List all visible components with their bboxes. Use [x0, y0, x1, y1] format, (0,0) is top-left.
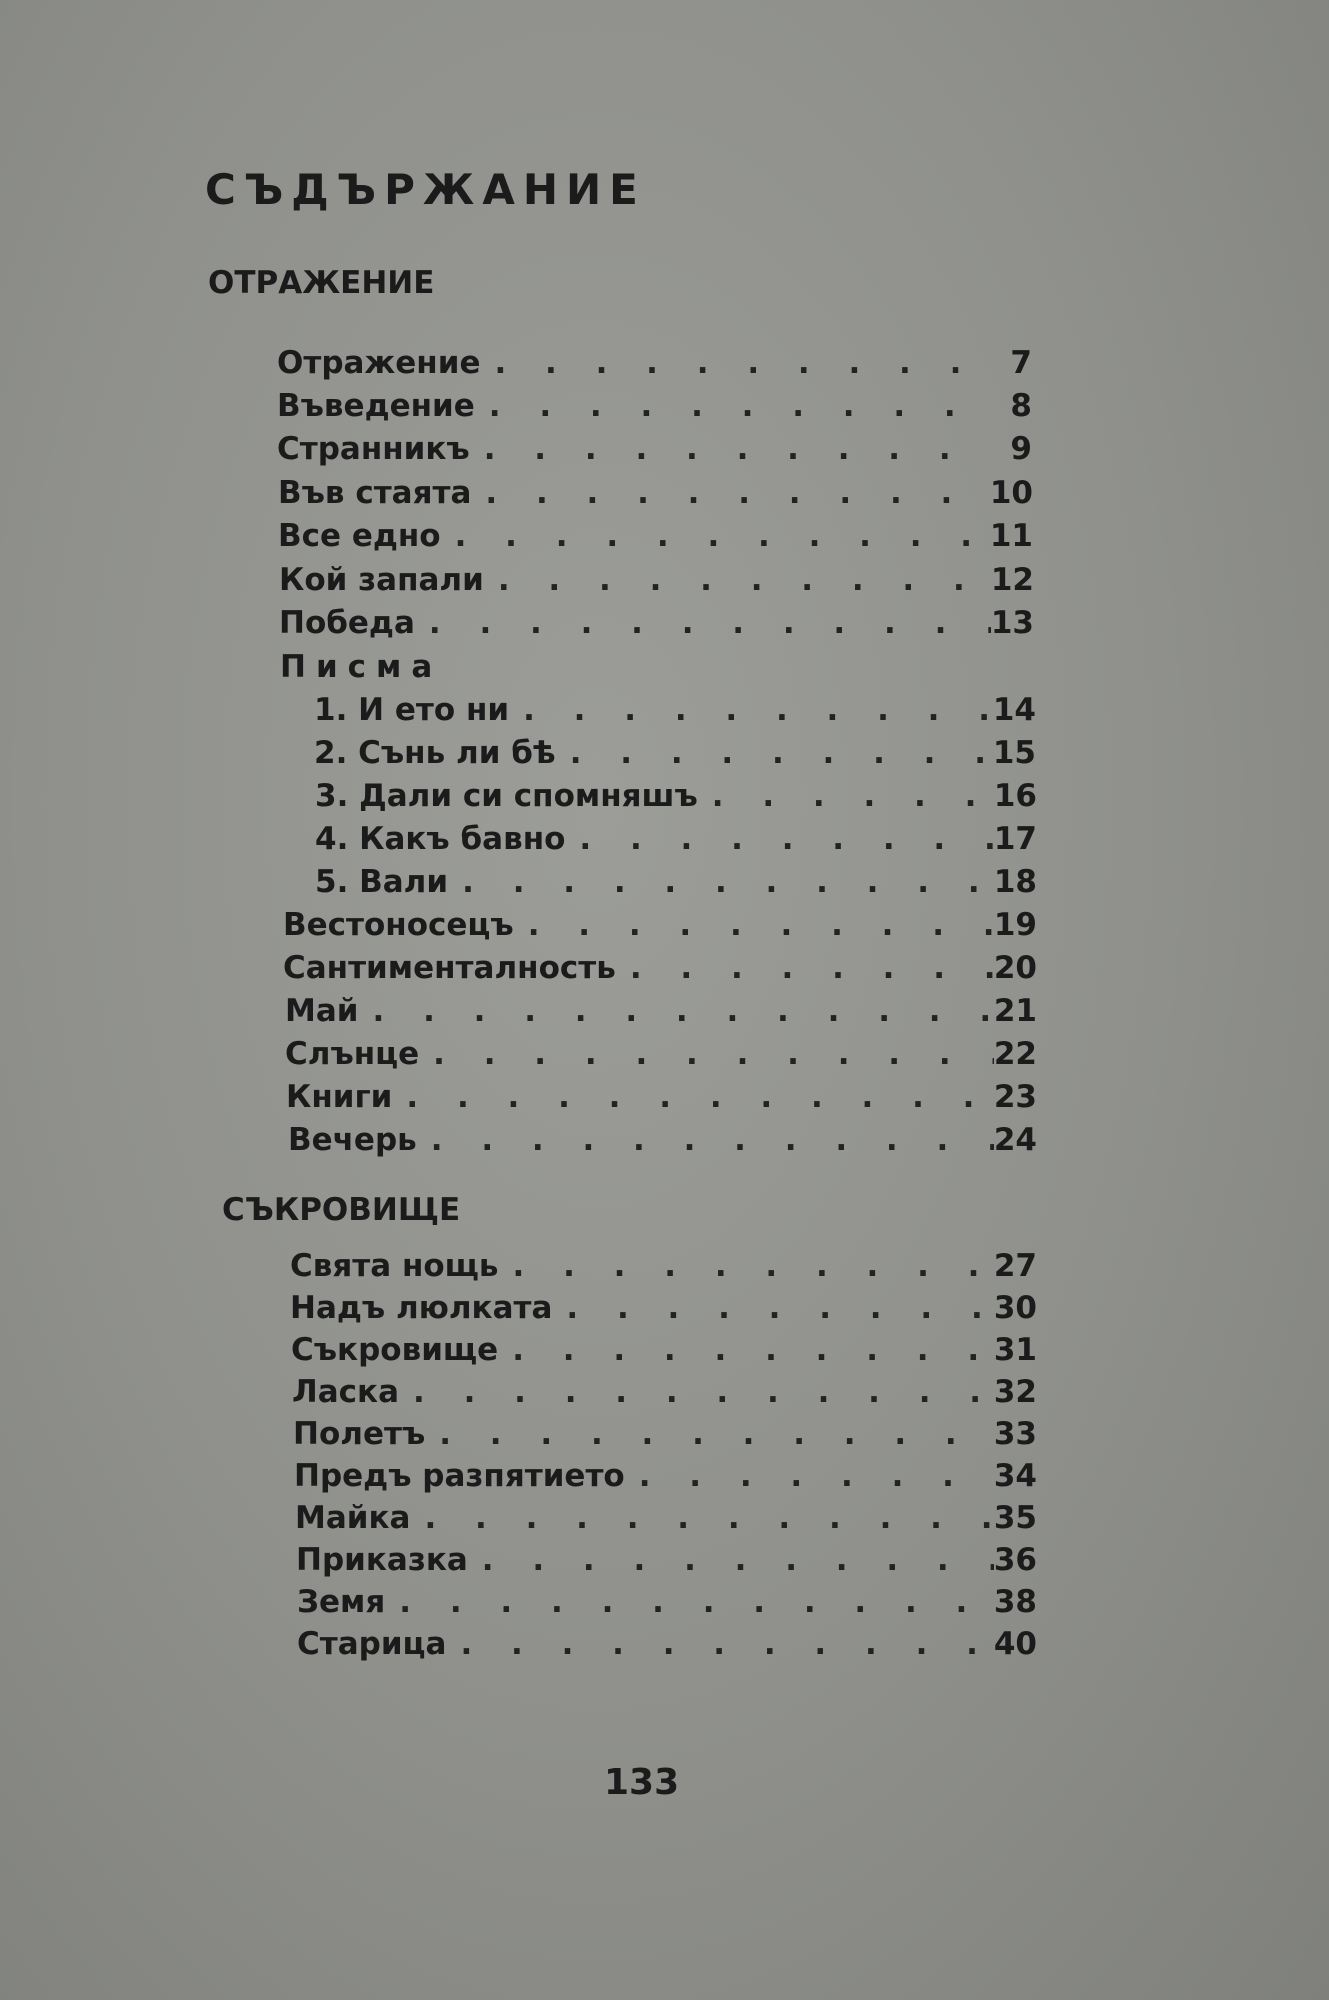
dot-leader: [489, 388, 990, 424]
toc-entry: [297, 1584, 1037, 1624]
toc-entry-label: Вечерь: [288, 1122, 417, 1158]
dot-leader: [630, 950, 994, 986]
dot-leader: [484, 431, 990, 467]
toc-entry: [293, 1416, 1037, 1456]
page-title: СЪДЪРЖАНИЕ: [205, 165, 646, 214]
toc-entry-page: 17: [993, 821, 1037, 857]
toc-entry: [297, 1626, 1037, 1666]
toc-entry: [277, 345, 1032, 385]
toc-entry-page: 31: [993, 1332, 1037, 1368]
page-number: 133: [604, 1762, 680, 1803]
toc-entry-page: 15: [992, 735, 1036, 771]
toc-entry: [277, 388, 1032, 428]
toc-entry: [277, 431, 1032, 471]
dot-leader: [513, 1248, 994, 1284]
toc-entry: [291, 1332, 1037, 1372]
toc-entry-page: 18: [993, 864, 1037, 900]
toc-entry-page: 8: [1010, 388, 1032, 424]
toc-entry: [288, 1122, 1037, 1162]
toc-entry: [292, 1374, 1037, 1414]
dot-leader: [455, 518, 990, 554]
toc-entry: [315, 821, 1037, 861]
toc-entry-page: 24: [993, 1122, 1037, 1158]
toc-entry: [296, 1542, 1037, 1582]
toc-entry-page: 36: [993, 1542, 1037, 1578]
toc-entry-page: 33: [993, 1416, 1037, 1452]
toc-entry-page: 14: [992, 692, 1036, 728]
dot-leader: [413, 1374, 994, 1410]
dot-leader: [429, 605, 991, 641]
toc-entry-label: Въведение: [277, 388, 475, 424]
toc-entry-label: Майка: [295, 1500, 411, 1536]
toc-entry-page: 23: [993, 1079, 1037, 1115]
toc-entry-label: Ласка: [292, 1374, 400, 1410]
toc-entry-page: 7: [1010, 345, 1032, 381]
toc-entry: [286, 1079, 1037, 1119]
dot-leader: [512, 1332, 994, 1368]
toc-entry-label: Старица: [297, 1626, 447, 1662]
toc-entry-page: 22: [993, 1036, 1037, 1072]
toc-entry-label: Отражение: [277, 345, 481, 381]
toc-entry: [294, 1458, 1037, 1498]
dot-leader: [462, 864, 994, 900]
dot-leader: [482, 1542, 994, 1578]
dot-leader: [639, 1458, 994, 1494]
toc-entry-page: 38: [993, 1584, 1037, 1620]
toc-entry: [315, 864, 1037, 904]
toc-entry-page: 30: [993, 1290, 1037, 1326]
toc-entry: [278, 518, 1033, 558]
toc-entry-label: Вестоносецъ: [283, 907, 514, 943]
toc-entry-page: 27: [993, 1248, 1037, 1284]
dot-leader: [498, 562, 991, 598]
toc-subheading: [280, 649, 680, 689]
toc-entry: [314, 735, 1036, 775]
dot-leader: [523, 692, 993, 728]
toc-entry-label: Книги: [286, 1079, 393, 1115]
toc-entry-label: Май: [285, 993, 359, 1029]
toc-entry: [285, 993, 1037, 1033]
dot-leader: [433, 1036, 994, 1072]
toc-entry: [315, 778, 1037, 818]
section-heading: ОТРАЖЕНИЕ: [208, 265, 435, 301]
dot-leader: [439, 1416, 994, 1452]
toc-entry-label: Сантименталность: [283, 950, 616, 986]
toc-entry-label: 4. Какъ бавно: [315, 821, 566, 857]
toc-entry-label: Все едно: [278, 518, 441, 554]
section-heading: СЪКРОВИЩЕ: [222, 1192, 461, 1228]
toc-entry-label: Свята нощь: [290, 1248, 499, 1284]
toc-entry-label: Победа: [279, 605, 415, 641]
toc-entry-label: 3. Дали си спомняшъ: [315, 778, 698, 814]
toc-entry-label: Приказка: [296, 1542, 468, 1578]
dot-leader: [373, 993, 994, 1029]
toc-entry: [290, 1248, 1037, 1288]
toc-entry-page: 16: [993, 778, 1037, 814]
toc-entry-page: 13: [990, 605, 1034, 641]
toc-entry-label: 1. И ето ни: [314, 692, 510, 728]
toc-entry-page: 21: [993, 993, 1037, 1029]
toc-entry: [283, 950, 1037, 990]
toc-entry-page: 12: [990, 562, 1034, 598]
dot-leader: [399, 1584, 994, 1620]
toc-entry-label: Полетъ: [293, 1416, 426, 1452]
toc-entry: [290, 1290, 1037, 1330]
toc-entry-page: 9: [1010, 431, 1032, 467]
dot-leader: [566, 1290, 993, 1326]
dot-leader: [424, 1500, 993, 1536]
toc-entry: [278, 475, 1033, 515]
toc-entry-label: Надъ люлката: [290, 1290, 553, 1326]
toc-entry: [279, 605, 1034, 645]
toc-entry-page: 32: [993, 1374, 1037, 1410]
dot-leader: [712, 778, 994, 814]
toc-entry-page: 40: [993, 1626, 1037, 1662]
dot-leader: [460, 1626, 993, 1662]
toc-entry: [314, 692, 1036, 732]
subheading-label: Писма: [280, 649, 443, 685]
toc-entry-page: 11: [989, 518, 1033, 554]
toc-entry-label: 2. Сънь ли бѣ: [314, 735, 556, 771]
dot-leader: [431, 1122, 994, 1158]
toc-entry-label: Съкровище: [291, 1332, 499, 1368]
toc-entry-label: Предъ разпятието: [294, 1458, 625, 1494]
toc-entry: [283, 907, 1037, 947]
toc-entry-label: Земя: [297, 1584, 386, 1620]
toc-entry-label: Кой запали: [279, 562, 484, 598]
toc-entry-page: 35: [993, 1500, 1037, 1536]
dot-leader: [494, 345, 990, 381]
toc-entry-label: Странникъ: [277, 431, 470, 467]
dot-leader: [406, 1079, 993, 1115]
toc-entry: [295, 1500, 1037, 1540]
toc-entry-label: Слънце: [285, 1036, 420, 1072]
toc-entry: [285, 1036, 1037, 1076]
toc-entry-page: 10: [989, 475, 1033, 511]
dot-leader: [485, 475, 989, 511]
toc-entry-page: 34: [993, 1458, 1037, 1494]
dot-leader: [528, 907, 994, 943]
dot-leader: [570, 735, 993, 771]
dot-leader: [579, 821, 993, 857]
toc-entry-page: 19: [993, 907, 1037, 943]
toc-entry: [279, 562, 1034, 602]
toc-entry-page: 20: [993, 950, 1037, 986]
toc-entry-label: 5. Вали: [315, 864, 449, 900]
toc-entry-label: Във стаята: [278, 475, 472, 511]
